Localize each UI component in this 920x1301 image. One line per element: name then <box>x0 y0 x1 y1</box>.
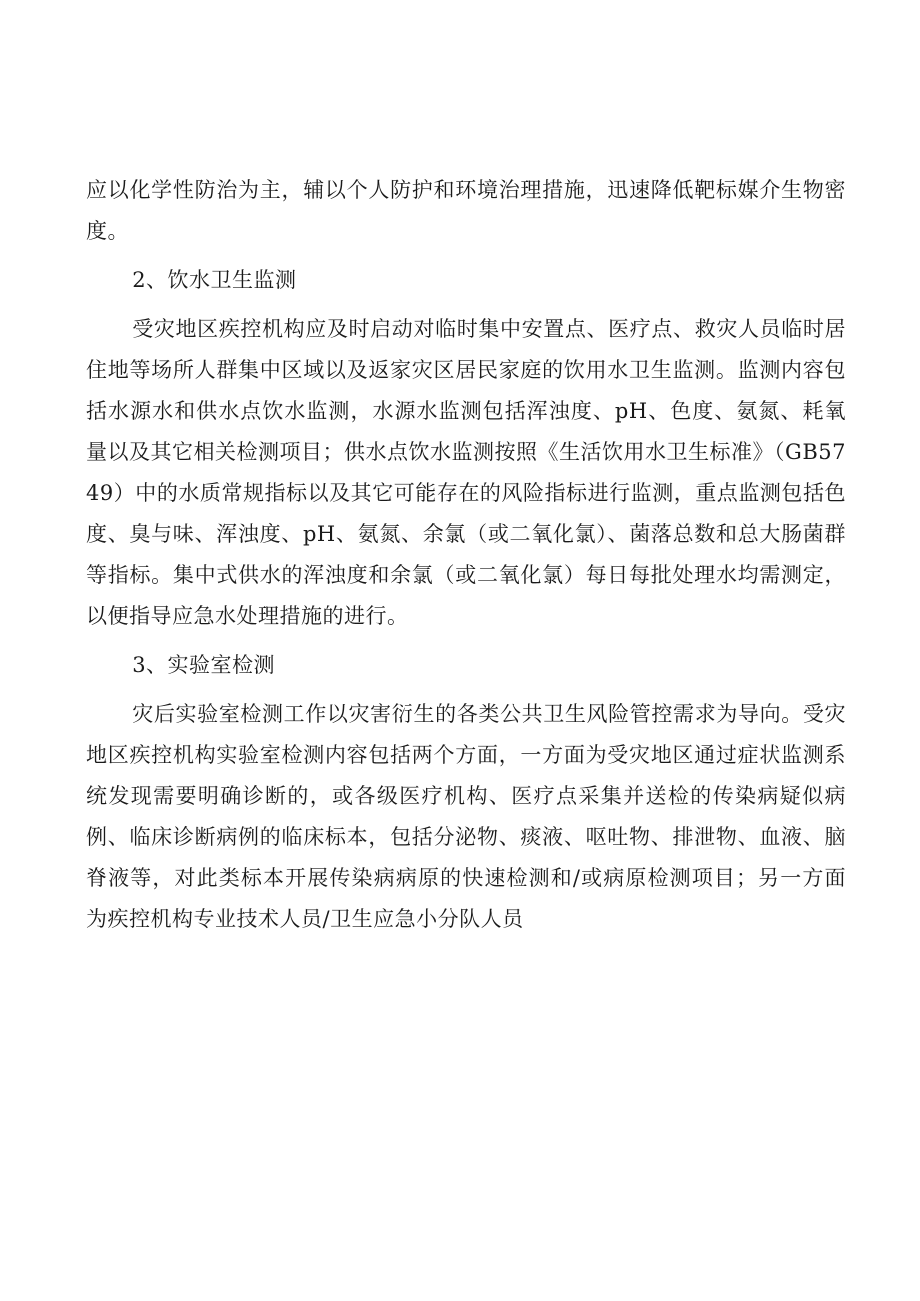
paragraph-water-monitoring: 受灾地区疾控机构应及时启动对临时集中安置点、医疗点、救灾人员临时居住地等场所人群集中区域以及返家灾区居民家庭的饮用水卫生监测。监测内容包括水源水和供水点饮水监测，水源水监测包括浑浊度、pH、色度、氨氮、耗氧量以及其它相关检测项目；供水点饮水监测按照《生活饮用水卫生标准》（GB5749）中的水质常规指标以及其它可能存在的风险指标进行监测，重点监测包括色度、臭与味、浑浊度、pH、氨氮、余氯（或二氧化氯）、菌落总数和总大肠菌群等指标。集中式供水的浑浊度和余氯（或二氧化氯）每日每批处理水均需测定，以便指导应急水处理措施的进行。 <box>86 317 846 628</box>
paragraph-lab-testing: 灾后实验室检测工作以灾害衍生的各类公共卫生风险管控需求为导向。受灾地区疾控机构实验室检测内容包括两个方面，一方面为受灾地区通过症状监测系统发现需要明确诊断的，或各级医疗机构、医疗点采集并送检的传染病疑似病例、临床诊断病例的临床标本，包括分泌物、痰液、呕吐物、排泄物、血液、脑脊液等，对此类标本开展传染病病原的快速检测和/或病原检测项目；另一方面为疾控机构专业技术人员/卫生应急小分队人员 <box>86 702 846 931</box>
paragraph-continuation: 应以化学性防治为主，辅以个人防护和环境治理措施，迅速降低靶标媒介生物密度。 <box>86 178 846 243</box>
document-body <box>86 170 846 940</box>
section-heading-water-monitoring: 2、饮水卫生监测 <box>132 268 297 292</box>
section-heading-lab-testing: 3、实验室检测 <box>132 653 276 677</box>
